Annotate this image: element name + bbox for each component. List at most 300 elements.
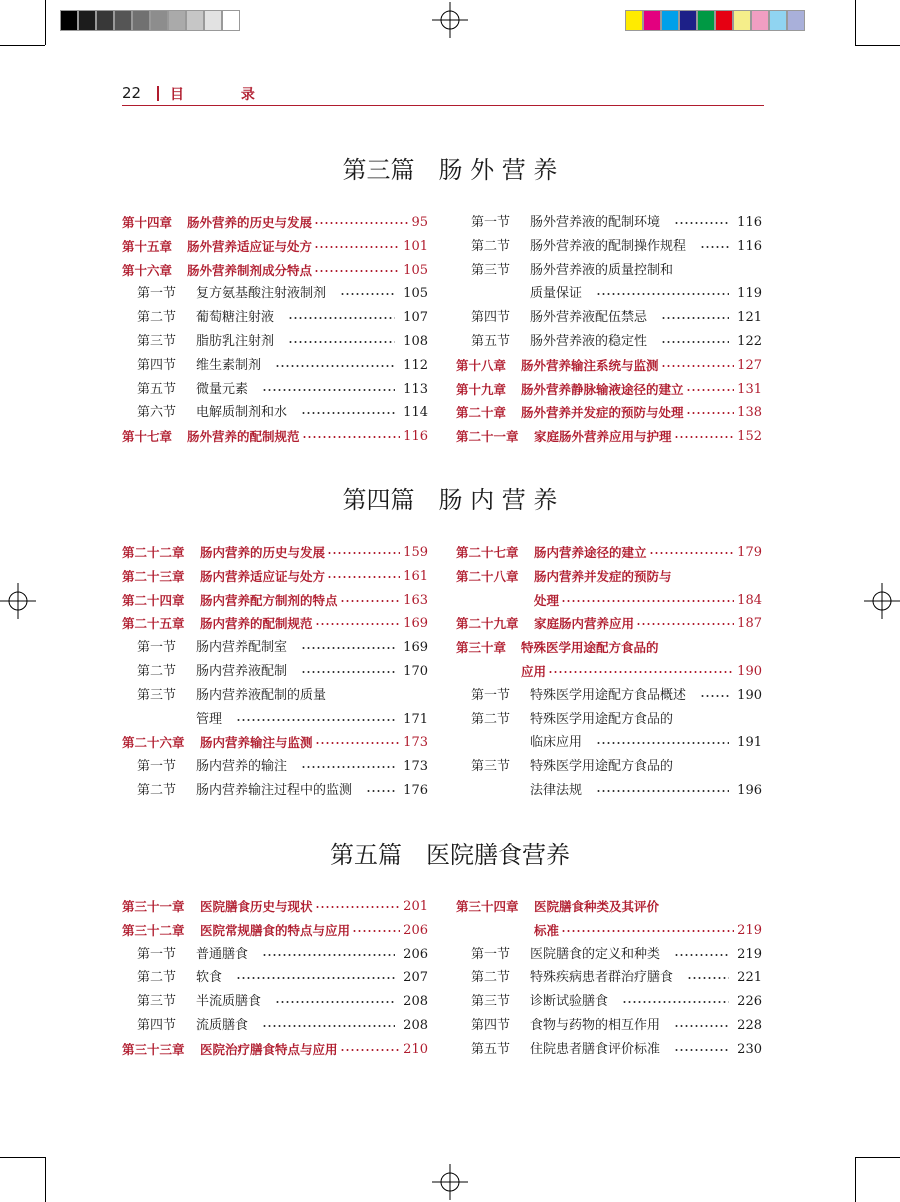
page-number-ref: 122 bbox=[737, 333, 762, 349]
toc-section-entry[interactable] bbox=[456, 259, 762, 283]
section-number: 第一节 bbox=[471, 215, 511, 230]
toc-section-entry[interactable] bbox=[456, 966, 762, 990]
chapter-title: 特殊医学用途配方食品的 bbox=[521, 640, 659, 656]
section-title: 肠外营养液的稳定性 bbox=[530, 333, 648, 349]
chapter-title: 肠内营养适应证与处方 bbox=[200, 568, 326, 584]
section-number: 第三节 bbox=[137, 687, 177, 703]
crop-mark bbox=[45, 1157, 46, 1202]
toc-section-entry[interactable] bbox=[456, 731, 762, 755]
dot-leader bbox=[301, 671, 395, 673]
section-title: 普通膳食 bbox=[196, 946, 249, 962]
chapter-title: 肠内营养并发症的预防与 bbox=[534, 568, 672, 584]
section-title: 法律法规 bbox=[530, 782, 583, 798]
dot-leader bbox=[275, 365, 395, 367]
dot-leader bbox=[327, 552, 400, 554]
page-number-ref: 173 bbox=[403, 735, 428, 751]
section-title: 特殊医学用途配方食品概述 bbox=[530, 687, 687, 703]
part-title: 第三篇 肠 外 营 养 bbox=[342, 156, 558, 184]
section-number: 第三节 bbox=[137, 994, 177, 1010]
page-number-ref: 171 bbox=[403, 711, 428, 727]
section-title: 软食 bbox=[196, 970, 223, 986]
section-title: 肠外营养液配伍禁忌 bbox=[530, 310, 648, 326]
dot-leader bbox=[262, 389, 395, 391]
section-title: 肠内营养液配制 bbox=[196, 663, 288, 679]
page-number-ref: 190 bbox=[737, 663, 762, 679]
toc-section-entry[interactable] bbox=[456, 1038, 762, 1062]
section-title: 质量保证 bbox=[530, 286, 583, 302]
toc-section-entry[interactable] bbox=[456, 1014, 762, 1038]
toc-chapter-entry[interactable] bbox=[122, 612, 428, 636]
section-number: 第五节 bbox=[471, 1041, 511, 1057]
section-number: 第二节 bbox=[137, 663, 177, 679]
dot-leader bbox=[686, 389, 735, 391]
toc-section-entry[interactable] bbox=[456, 708, 762, 732]
gray-swatch-bar bbox=[60, 10, 240, 31]
dot-leader bbox=[700, 695, 729, 697]
toc-section-entry[interactable] bbox=[122, 306, 428, 330]
dot-leader bbox=[301, 412, 395, 414]
toc-section-entry[interactable] bbox=[122, 636, 428, 660]
dot-leader bbox=[596, 790, 729, 792]
page-number-ref: 108 bbox=[403, 333, 428, 349]
section-number: 第一节 bbox=[137, 286, 177, 302]
toc-section-entry[interactable] bbox=[456, 755, 762, 779]
crop-mark bbox=[855, 1157, 856, 1202]
section-number: 第三节 bbox=[471, 994, 511, 1010]
section-title: 特殊医学用途配方食品的 bbox=[530, 759, 674, 775]
page-number-ref: 196 bbox=[737, 782, 762, 798]
toc-section-entry[interactable] bbox=[122, 401, 428, 425]
dot-leader bbox=[301, 647, 395, 649]
toc-section-entry[interactable] bbox=[122, 966, 428, 990]
toc-section-entry[interactable] bbox=[456, 990, 762, 1014]
color-swatch bbox=[60, 10, 78, 31]
toc-chapter-entry[interactable] bbox=[122, 211, 428, 235]
chapter-number: 第二十四章 bbox=[122, 592, 185, 608]
chapter-title: 肠外营养静脉输液途径的建立 bbox=[521, 381, 684, 397]
toc-section-entry[interactable] bbox=[122, 378, 428, 402]
color-swatch bbox=[186, 10, 204, 31]
chapter-title: 肠外营养并发症的预防与处理 bbox=[521, 405, 684, 421]
section-number: 第一节 bbox=[137, 946, 177, 962]
toc-section-entry[interactable] bbox=[122, 990, 428, 1014]
page-number: 22 bbox=[122, 84, 142, 102]
color-swatch bbox=[78, 10, 96, 31]
chapter-number: 第二十三章 bbox=[122, 568, 185, 584]
dot-leader bbox=[622, 1001, 729, 1003]
chapter-number: 第三十一章 bbox=[122, 899, 185, 914]
dot-leader bbox=[661, 341, 729, 343]
toc-section-entry[interactable] bbox=[456, 282, 762, 306]
toc-chapter-entry[interactable] bbox=[122, 1038, 428, 1062]
toc-section-entry[interactable] bbox=[122, 354, 428, 378]
color-swatch bbox=[625, 10, 643, 31]
dot-leader bbox=[314, 270, 400, 272]
page-number-ref: 228 bbox=[737, 1017, 762, 1033]
chapter-title: 家庭肠内营养应用 bbox=[534, 616, 635, 632]
page-number-ref: 169 bbox=[403, 616, 428, 632]
crop-mark bbox=[0, 1157, 45, 1158]
toc-column-right bbox=[456, 895, 762, 1062]
section-title: 肠外营养液的质量控制和 bbox=[530, 262, 674, 278]
section-number: 第二节 bbox=[471, 970, 511, 986]
dot-leader bbox=[327, 576, 400, 578]
toc-section-entry[interactable] bbox=[456, 684, 762, 708]
toc-chapter-entry[interactable] bbox=[456, 612, 762, 636]
chapter-title: 医院膳食历史与现状 bbox=[200, 899, 313, 914]
page-number-ref: 201 bbox=[403, 899, 428, 914]
toc-section-entry[interactable] bbox=[456, 779, 762, 803]
section-number: 第四节 bbox=[137, 357, 177, 373]
dot-leader bbox=[700, 246, 729, 248]
chapter-title: 家庭肠外营养应用与护理 bbox=[534, 429, 672, 445]
page-number-ref: 226 bbox=[737, 994, 762, 1010]
page-number-ref: 210 bbox=[403, 1041, 428, 1057]
toc-section-entry[interactable] bbox=[122, 330, 428, 354]
dot-leader bbox=[674, 222, 729, 224]
color-swatch-bar bbox=[625, 10, 805, 31]
section-title: 诊断试验膳食 bbox=[530, 994, 609, 1010]
chapter-title: 处理 bbox=[534, 592, 560, 608]
chapter-number: 第二十八章 bbox=[456, 568, 519, 584]
page-number-ref: 176 bbox=[403, 782, 428, 798]
color-swatch bbox=[769, 10, 787, 31]
page-number-ref: 179 bbox=[737, 545, 762, 560]
toc-chapter-entry[interactable] bbox=[456, 919, 762, 943]
chapter-title: 标准 bbox=[534, 922, 560, 938]
toc-section-entry[interactable] bbox=[122, 779, 428, 803]
page-number-ref: 219 bbox=[737, 946, 762, 962]
crop-mark bbox=[855, 0, 856, 45]
toc-chapter-entry[interactable] bbox=[456, 636, 762, 660]
chapter-number: 第十九章 bbox=[456, 381, 507, 397]
dot-leader bbox=[649, 552, 735, 554]
chapter-number: 第二十六章 bbox=[122, 735, 185, 751]
chapter-title: 医院膳食种类及其评价 bbox=[534, 899, 660, 914]
section-title: 肠内营养配制室 bbox=[196, 640, 288, 656]
toc-chapter-entry[interactable] bbox=[456, 541, 762, 565]
crop-mark bbox=[45, 0, 46, 45]
dot-leader bbox=[636, 623, 734, 625]
section-title: 复方氨基酸注射液制剂 bbox=[196, 286, 327, 302]
header-rule bbox=[122, 105, 764, 106]
color-swatch bbox=[96, 10, 114, 31]
dot-leader bbox=[661, 317, 729, 319]
chapter-title: 肠内营养输注与监测 bbox=[200, 735, 313, 751]
part-title: 第四篇 肠 内 营 养 bbox=[342, 486, 558, 514]
running-header-title: 目 录 bbox=[170, 87, 281, 103]
dot-leader bbox=[314, 222, 408, 224]
toc-chapter-entry[interactable] bbox=[456, 378, 762, 402]
section-number: 第一节 bbox=[137, 640, 177, 656]
dot-leader bbox=[275, 1001, 395, 1003]
toc-column-left bbox=[122, 895, 428, 1062]
section-number: 第二节 bbox=[137, 310, 177, 326]
page-number-ref: 207 bbox=[403, 970, 428, 986]
page-number-ref: 131 bbox=[737, 381, 762, 397]
page-number-ref: 101 bbox=[403, 238, 428, 254]
dot-leader bbox=[561, 600, 734, 602]
dot-leader bbox=[686, 412, 735, 414]
section-number: 第五节 bbox=[137, 381, 177, 397]
dot-leader bbox=[674, 1049, 729, 1051]
section-number: 第五节 bbox=[471, 333, 511, 349]
toc-section-entry[interactable] bbox=[456, 235, 762, 259]
dot-leader bbox=[352, 930, 400, 932]
color-swatch bbox=[715, 10, 733, 31]
dot-leader bbox=[596, 742, 729, 744]
toc-section-entry[interactable] bbox=[122, 1014, 428, 1038]
dot-leader bbox=[236, 719, 395, 721]
page-number-ref: 221 bbox=[737, 970, 762, 986]
section-title: 肠内营养输注过程中的监测 bbox=[196, 782, 353, 798]
toc-column-left bbox=[122, 541, 428, 803]
toc-chapter-entry[interactable] bbox=[456, 354, 762, 378]
color-swatch bbox=[661, 10, 679, 31]
section-title: 半流质膳食 bbox=[196, 994, 262, 1010]
dot-leader bbox=[561, 930, 734, 932]
section-number: 第一节 bbox=[137, 759, 177, 775]
toc-section-entry[interactable] bbox=[122, 943, 428, 967]
toc-chapter-entry[interactable] bbox=[122, 919, 428, 943]
toc-chapter-entry[interactable] bbox=[456, 401, 762, 425]
color-swatch bbox=[697, 10, 715, 31]
chapter-number: 第十四章 bbox=[122, 215, 173, 230]
page-number-ref: 191 bbox=[737, 735, 762, 751]
section-title: 管理 bbox=[196, 711, 223, 727]
chapter-number: 第二十九章 bbox=[456, 616, 519, 632]
dot-leader bbox=[315, 906, 401, 908]
chapter-number: 第三十四章 bbox=[456, 899, 519, 914]
chapter-title: 肠内营养的配制规范 bbox=[200, 616, 313, 632]
page-number-ref: 170 bbox=[403, 663, 428, 679]
page-number-ref: 163 bbox=[403, 592, 428, 608]
toc-section-entry[interactable] bbox=[456, 211, 762, 235]
toc-chapter-entry[interactable] bbox=[456, 589, 762, 613]
page-number-ref: 190 bbox=[737, 687, 762, 703]
page-number-ref: 114 bbox=[403, 405, 428, 421]
section-number: 第二节 bbox=[137, 782, 177, 798]
page-number-ref: 113 bbox=[403, 381, 428, 397]
dot-leader bbox=[674, 436, 735, 438]
chapter-title: 肠内营养的历史与发展 bbox=[200, 545, 326, 560]
page-number-ref: 187 bbox=[737, 616, 762, 632]
chapter-number: 第十七章 bbox=[122, 429, 173, 445]
chapter-number: 第二十五章 bbox=[122, 616, 185, 632]
chapter-number: 第十六章 bbox=[122, 262, 173, 278]
part-title: 第五篇 医院膳食营养 bbox=[330, 841, 570, 869]
chapter-title: 肠外营养制剂成分特点 bbox=[187, 262, 313, 278]
chapter-title: 肠内营养途径的建立 bbox=[534, 545, 647, 560]
toc-column-left bbox=[122, 211, 428, 449]
section-title: 电解质制剂和水 bbox=[196, 405, 288, 421]
registration-mark-icon bbox=[432, 1164, 468, 1200]
chapter-title: 肠外营养输注系统与监测 bbox=[521, 357, 659, 373]
color-swatch bbox=[679, 10, 697, 31]
section-title: 肠外营养液的配制操作规程 bbox=[530, 238, 687, 254]
color-swatch bbox=[168, 10, 186, 31]
page-number-ref: 206 bbox=[403, 922, 428, 938]
color-swatch bbox=[114, 10, 132, 31]
section-title: 特殊医学用途配方食品的 bbox=[530, 711, 674, 727]
toc-chapter-entry[interactable] bbox=[456, 565, 762, 589]
toc-section-entry[interactable] bbox=[122, 282, 428, 306]
dot-leader bbox=[236, 977, 395, 979]
chapter-title: 应用 bbox=[521, 663, 547, 679]
page-number-ref: 230 bbox=[737, 1041, 762, 1057]
dot-leader bbox=[674, 954, 729, 956]
dot-leader bbox=[340, 600, 401, 602]
chapter-number: 第十八章 bbox=[456, 357, 507, 373]
dot-leader bbox=[314, 246, 400, 248]
toc-column-right bbox=[456, 541, 762, 803]
chapter-title: 肠外营养的配制规范 bbox=[187, 429, 300, 445]
section-title: 临床应用 bbox=[530, 735, 583, 751]
section-title: 住院患者膳食评价标准 bbox=[530, 1041, 661, 1057]
color-swatch bbox=[150, 10, 168, 31]
color-swatch bbox=[643, 10, 661, 31]
page-number-ref: 206 bbox=[403, 946, 428, 962]
page-number-ref: 219 bbox=[737, 922, 762, 938]
chapter-number: 第二十二章 bbox=[122, 545, 185, 560]
dot-leader bbox=[674, 1025, 729, 1027]
section-number: 第二节 bbox=[471, 711, 511, 727]
toc-chapter-entry[interactable] bbox=[456, 660, 762, 684]
toc-section-entry[interactable] bbox=[122, 708, 428, 732]
section-title: 肠内营养的输注 bbox=[196, 759, 288, 775]
page-number-ref: 107 bbox=[403, 310, 428, 326]
section-title: 食物与药物的相互作用 bbox=[530, 1017, 661, 1033]
toc-chapter-entry[interactable] bbox=[122, 541, 428, 565]
page-number-ref: 138 bbox=[737, 405, 762, 421]
section-title: 医院膳食的定义和种类 bbox=[530, 946, 661, 962]
page-number-ref: 105 bbox=[403, 262, 428, 278]
dot-leader bbox=[596, 293, 729, 295]
chapter-number: 第二十章 bbox=[456, 405, 507, 421]
dot-leader bbox=[315, 623, 401, 625]
section-title: 微量元素 bbox=[196, 381, 249, 397]
section-title: 特殊疾病患者群治疗膳食 bbox=[530, 970, 674, 986]
chapter-number: 第三十三章 bbox=[122, 1041, 185, 1057]
dot-leader bbox=[262, 1025, 395, 1027]
dot-leader bbox=[661, 365, 735, 367]
color-swatch bbox=[222, 10, 240, 31]
section-number: 第一节 bbox=[471, 687, 511, 703]
toc-chapter-entry[interactable] bbox=[122, 731, 428, 755]
section-number: 第六节 bbox=[137, 405, 177, 421]
dot-leader bbox=[548, 671, 734, 673]
section-number: 第一节 bbox=[471, 946, 511, 962]
toc-chapter-entry[interactable] bbox=[122, 235, 428, 259]
page-number-ref: 184 bbox=[737, 592, 762, 608]
section-title: 葡萄糖注射液 bbox=[196, 310, 275, 326]
section-title: 维生素制剂 bbox=[196, 357, 262, 373]
section-number: 第三节 bbox=[471, 262, 511, 278]
chapter-title: 医院常规膳食的特点与应用 bbox=[200, 922, 351, 938]
page-number-ref: 173 bbox=[403, 759, 428, 775]
dot-leader bbox=[262, 954, 395, 956]
dot-leader bbox=[315, 742, 401, 744]
toc-section-entry[interactable] bbox=[456, 943, 762, 967]
toc-section-entry[interactable] bbox=[122, 684, 428, 708]
color-swatch bbox=[204, 10, 222, 31]
section-number: 第四节 bbox=[471, 1017, 511, 1033]
dot-leader bbox=[687, 977, 729, 979]
dot-leader bbox=[301, 766, 395, 768]
chapter-number: 第二十一章 bbox=[456, 429, 519, 445]
toc-section-entry[interactable] bbox=[122, 755, 428, 779]
section-title: 脂肪乳注射剂 bbox=[196, 333, 275, 349]
section-title: 肠外营养液的配制环境 bbox=[530, 215, 661, 230]
page-number-ref: 161 bbox=[403, 568, 428, 584]
section-number: 第三节 bbox=[137, 333, 177, 349]
page-number-ref: 116 bbox=[403, 429, 428, 445]
section-title: 流质膳食 bbox=[196, 1017, 249, 1033]
chapter-title: 肠外营养的历史与发展 bbox=[187, 215, 313, 230]
chapter-number: 第十五章 bbox=[122, 238, 173, 254]
registration-mark-icon bbox=[864, 583, 900, 619]
dot-leader bbox=[366, 790, 395, 792]
section-title: 肠内营养液配制的质量 bbox=[196, 687, 327, 703]
dot-leader bbox=[288, 341, 395, 343]
toc-section-entry[interactable] bbox=[456, 330, 762, 354]
color-swatch bbox=[751, 10, 769, 31]
page-number-ref: 95 bbox=[411, 215, 428, 230]
chapter-number: 第三十二章 bbox=[122, 922, 185, 938]
page-number-ref: 169 bbox=[403, 640, 428, 656]
crop-mark bbox=[855, 1157, 900, 1158]
crop-mark bbox=[855, 45, 900, 46]
section-number: 第四节 bbox=[137, 1017, 177, 1033]
page-number-ref: 119 bbox=[737, 286, 762, 302]
toc-chapter-entry[interactable] bbox=[122, 259, 428, 283]
toc-chapter-entry[interactable] bbox=[456, 425, 762, 449]
toc-chapter-entry[interactable] bbox=[122, 895, 428, 919]
toc-column-right bbox=[456, 211, 762, 449]
page-number-ref: 208 bbox=[403, 994, 428, 1010]
page-number-ref: 116 bbox=[737, 238, 762, 254]
section-number: 第三节 bbox=[471, 759, 511, 775]
page-number-ref: 105 bbox=[403, 286, 428, 302]
registration-mark-icon bbox=[0, 583, 36, 619]
page-number-ref: 116 bbox=[737, 215, 762, 230]
toc-chapter-entry[interactable] bbox=[122, 565, 428, 589]
toc-section-entry[interactable] bbox=[456, 306, 762, 330]
page-number-ref: 121 bbox=[737, 310, 762, 326]
crop-mark bbox=[0, 45, 45, 46]
dot-leader bbox=[302, 436, 401, 438]
page-number-ref: 127 bbox=[737, 357, 762, 373]
chapter-title: 医院治疗膳食特点与应用 bbox=[200, 1041, 338, 1057]
section-number: 第二节 bbox=[471, 238, 511, 254]
page-number-ref: 152 bbox=[737, 429, 762, 445]
page-number-ref: 112 bbox=[403, 357, 428, 373]
toc-chapter-entry[interactable] bbox=[456, 895, 762, 919]
registration-mark-icon bbox=[432, 2, 468, 38]
page-number-ref: 159 bbox=[403, 545, 428, 560]
dot-leader bbox=[340, 293, 395, 295]
toc-chapter-entry[interactable] bbox=[122, 589, 428, 613]
toc-section-entry[interactable] bbox=[122, 660, 428, 684]
header-divider bbox=[157, 86, 159, 101]
running-header bbox=[122, 84, 764, 104]
dot-leader bbox=[288, 317, 395, 319]
chapter-number: 第三十章 bbox=[456, 640, 507, 656]
dot-leader bbox=[340, 1049, 401, 1051]
color-swatch bbox=[733, 10, 751, 31]
page-number-ref: 208 bbox=[403, 1017, 428, 1033]
toc-chapter-entry[interactable] bbox=[122, 425, 428, 449]
